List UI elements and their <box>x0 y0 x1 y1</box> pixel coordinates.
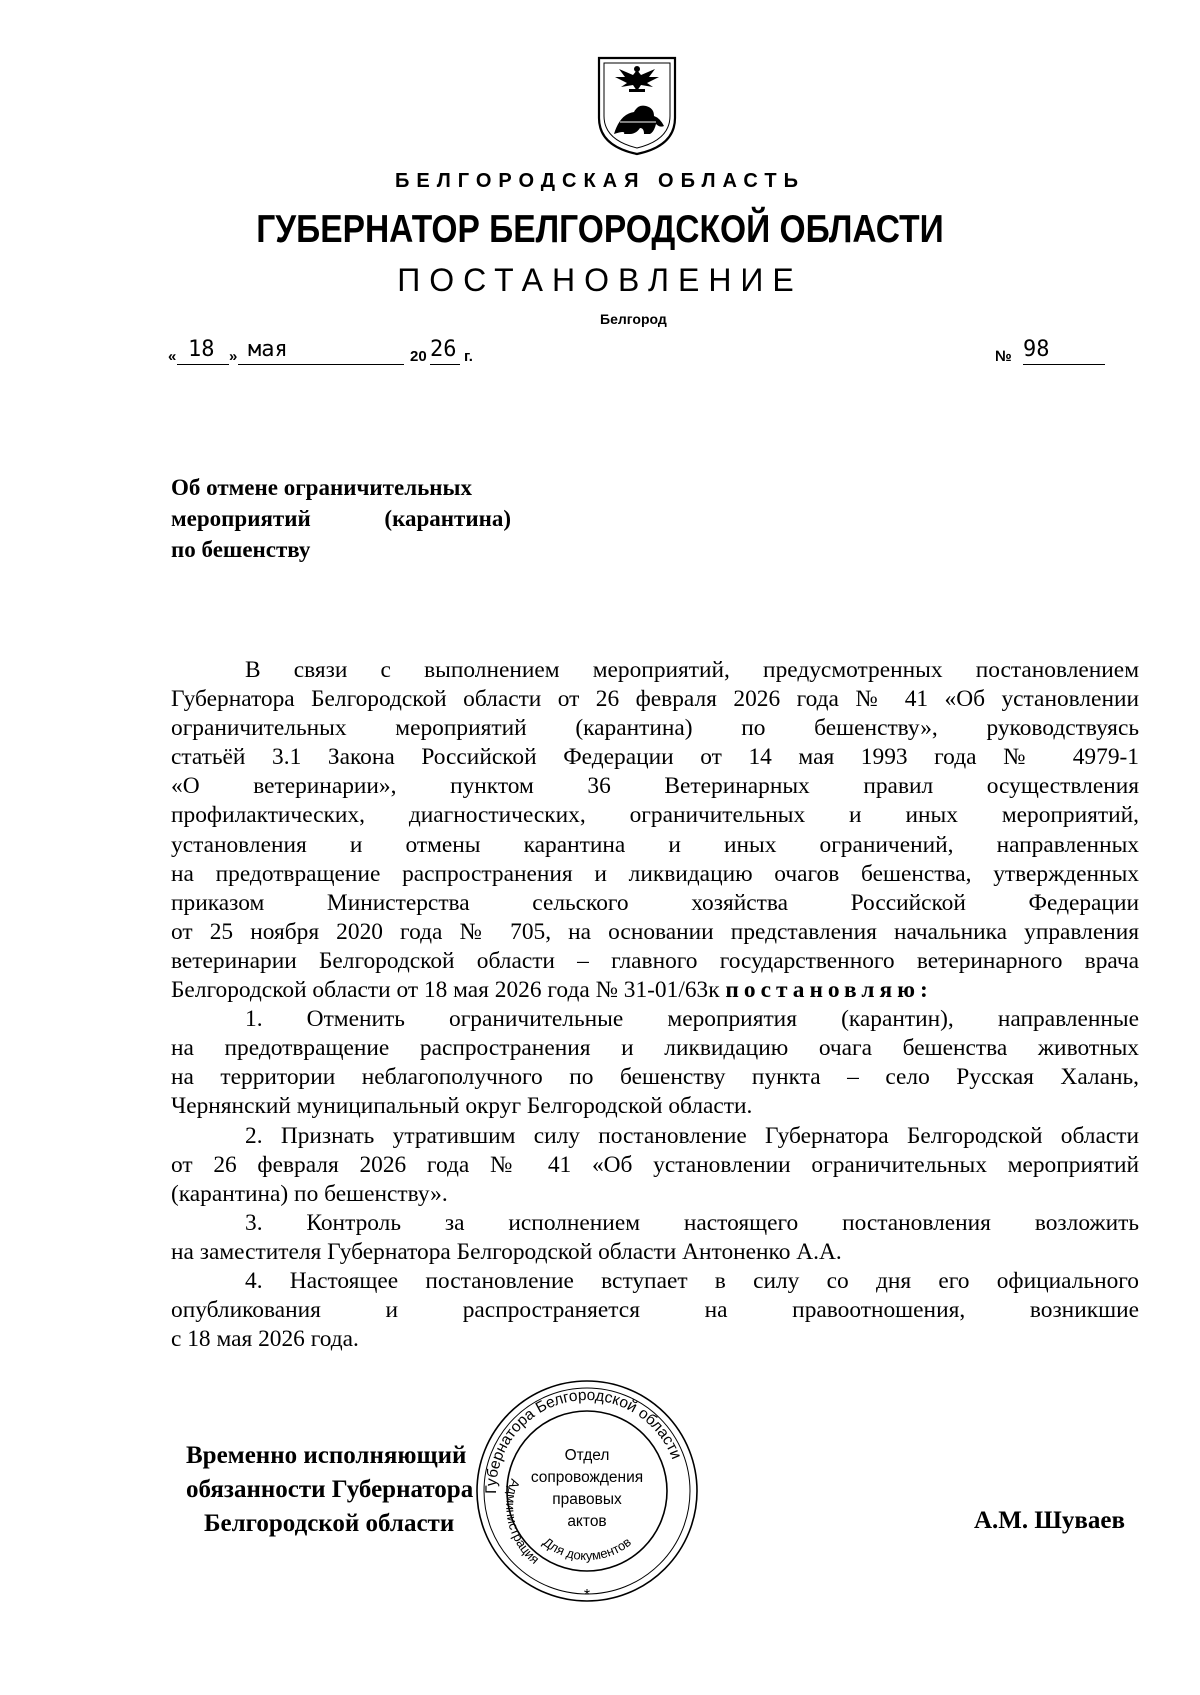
month-underline <box>238 364 404 365</box>
body-line: 4. Настоящее постановление вступает в силу со дня его официального <box>245 1267 1139 1294</box>
position-line: Белгородской области <box>204 1510 455 1537</box>
position-line: Временно исполняющий <box>186 1442 467 1469</box>
date-year-suffix: 26 <box>430 337 457 362</box>
stamp-inner-line: правовых <box>552 1491 622 1508</box>
body-line: на предотвращение распространения и ликвидацию очага бешенства животных <box>171 1035 1139 1062</box>
body-line: 2. Признать утратившим силу постановление Губернатора Белгородской области <box>245 1122 1139 1149</box>
signatory-position <box>186 1439 486 1541</box>
stamp-outer-bottom-text: Администрация <box>503 1477 543 1567</box>
position-line: обязанности Губернатора <box>186 1476 474 1503</box>
date-open-quote: « <box>168 348 177 365</box>
stamp-star: * <box>583 1587 591 1604</box>
official-stamp <box>474 1378 700 1604</box>
body-line: ограничительных мероприятий (карантина) по бешенству», руководствуясь <box>171 715 1139 742</box>
document-number <box>995 336 1110 366</box>
body-line: ветеринарии Белгородской области – главного государственного ветеринарного врача <box>171 947 1139 974</box>
title-line: Об отмене ограничительных <box>171 475 472 500</box>
date-month: мая <box>248 337 288 362</box>
stamp-inner-bottom-text: Для документов <box>540 1534 634 1564</box>
date-close-quote: » <box>229 348 238 365</box>
body-line: 3. Контроль за исполнением настоящего постановления возложить <box>245 1209 1139 1236</box>
document-type: ПОСТАНОВЛЕНИЕ <box>397 262 803 298</box>
preamble-end: Белгородской области от 18 мая 2026 года № 31-01/63к <box>171 977 726 1004</box>
body-line: на территории неблагополучного по бешенству пункта – село Русская Халань, <box>171 1064 1139 1091</box>
stamp-outer-text: Губернатора Белгородской области <box>482 1386 685 1494</box>
coat-of-arms-emblem <box>596 56 678 156</box>
body-line: В связи с выполнением мероприятий, предусмотренных постановлением <box>245 657 1139 683</box>
title-word: (карантина) <box>384 506 511 531</box>
body-line: на предотвращение распространения и ликвидацию очагов бешенства, утвержденных <box>171 860 1139 887</box>
number-label: № <box>995 348 1012 365</box>
number-underline <box>1023 364 1105 365</box>
title-line <box>171 503 511 534</box>
body-line: статьёй 3.1 Закона Российской Федерации от 14 мая 1993 года № 4979-1 <box>171 744 1139 771</box>
body-line: опубликования и распространяется на правоотношения, возникшие <box>171 1297 1139 1324</box>
body-line: Чернянский муниципальный округ Белгородской области. <box>171 1093 753 1120</box>
stamp-inner-line: Отдел <box>564 1447 610 1464</box>
document-date <box>168 336 488 366</box>
body-line: профилактических, диагностических, ограничительных и иных мероприятий, <box>171 802 1139 829</box>
region-name: БЕЛГОРОДСКАЯ ОБЛАСТЬ <box>395 170 805 192</box>
body-line: 1. Отменить ограничительные мероприятия (карантин), направленные <box>245 1006 1139 1033</box>
number-value: 98 <box>1023 337 1050 362</box>
signatory-name: А.М. Шуваев <box>974 1507 1125 1534</box>
title-line: по бешенству <box>171 537 311 562</box>
stamp-inner-line: актов <box>567 1513 607 1530</box>
body-line: с 18 мая 2026 года. <box>171 1326 359 1353</box>
body-line: Губернатора Белгородской области от 26 февраля 2026 года № 41 «Об установлении <box>171 686 1139 713</box>
body-line: на заместителя Губернатора Белгородской области Антоненко А.А. <box>171 1238 842 1265</box>
day-underline <box>177 364 229 365</box>
body-line <box>171 976 1139 1005</box>
body-line: установления и отмены карантина и иных ограничений, направленных <box>171 831 1139 858</box>
stamp-inner-line: сопровождения <box>530 1469 644 1486</box>
date-day: 18 <box>188 337 215 362</box>
body-line: (карантина) по бешенству». <box>171 1180 448 1207</box>
body-line: приказом Министерства сельского хозяйства Российской Федерации <box>171 889 1139 916</box>
decree-word: постановляю: <box>725 977 933 1004</box>
body-line: «О ветеринарии», пунктом 36 Ветеринарных правил осуществления <box>171 773 1139 800</box>
authority-heading: ГУБЕРНАТОР БЕЛГОРОДСКОЙ ОБЛАСТИ <box>256 208 944 251</box>
body-line: от 25 ноября 2020 года № 705, на основании представления начальника управления <box>171 918 1139 945</box>
year-underline <box>430 364 460 365</box>
date-year-mark: г. <box>464 348 473 365</box>
date-year-prefix: 20 <box>410 348 427 365</box>
body-line: от 26 февраля 2026 года № 41 «Об установлении ограничительных мероприятий <box>171 1151 1139 1178</box>
document-title <box>171 472 511 565</box>
issue-city: Белгород <box>600 311 667 327</box>
title-word: мероприятий <box>171 506 311 531</box>
document-body <box>171 656 1139 1354</box>
